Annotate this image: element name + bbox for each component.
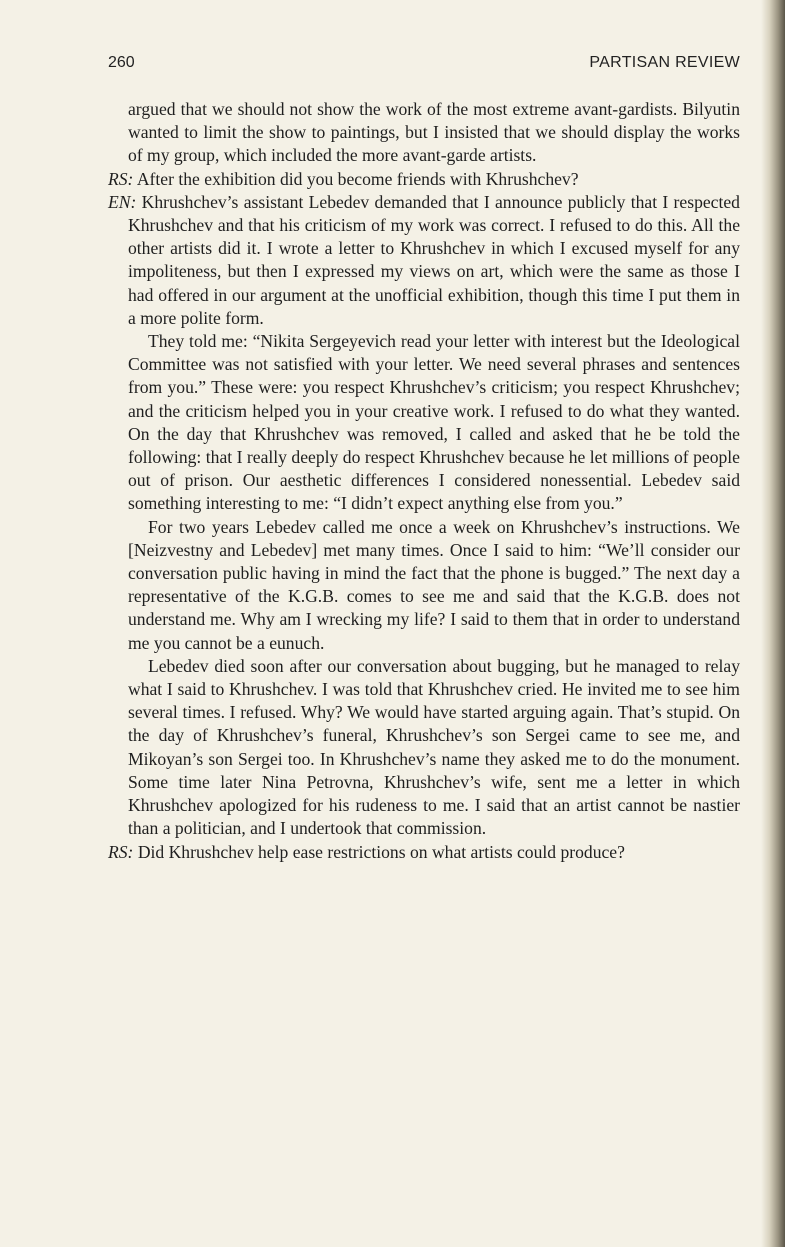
interview-text [108,98,740,864]
running-head: PARTISAN REVIEW [589,54,740,71]
page-edge-shadow [761,0,785,1247]
paragraph-text: Khrushchev’s assistant Lebedev demanded that I announce publicly that I respected Khrushchev and that his criticism of my work was correct. I refused to do this. All the other artists did it. I wrote a letter to Khrushchev in which I excused myself for any impoliteness, but then I expressed my views on art, which were the same as those I had offered in our argument at the unofficial exhibition, though this time I put them in a more polite form. [128,191,740,328]
page-header [108,54,740,78]
paragraph-text: For two years Lebedev called me once a week on Khrushchev’s instructions. We [Neizvestny and Lebedev] met many times. Once I said to him: “We’ll consider our conversation public having in mind the fact that the phone is bugged.” The next day a representative of the K.G.B. comes to see me and said that the K.G.B. does not understand me. Why am I wrecking my life? I said to them that in order to understand me you cannot be a eunuch. [128,516,740,653]
answer-paragraph-continued [108,516,740,655]
paragraph-continued [108,98,740,168]
answer-paragraph-continued [108,330,740,516]
speaker-label: RS: [108,168,134,189]
question-paragraph [108,841,740,864]
paragraph-text: Lebedev died soon after our conversation about bugging, but he managed to relay what I said to Khrushchev. I was told that Khrushchev cried. He invited me to see him several times. I refused. Why? We would have started arguing again. That’s stupid. On the day of Khrushchev’s funeral, Khrushchev’s son Sergei came to see me, and Mikoyan’s son Sergei too. In Khrushchev’s name they asked me to do the monument. Some time later Nina Petrovna, Khrushchev’s wife, sent me a letter in which Khrushchev apologized for his rudeness to me. I said that an artist cannot be nastier than a politician, and I undertook that commission. [128,655,740,839]
paragraph-text: After the exhibition did you become friends with Khrushchev? [136,168,579,189]
paragraph-text: argued that we should not show the work of the most extreme avant-gardists. Bilyutin wanted to limit the show to paintings, but I insisted that we should display the works of my group, which included the more avant-garde artists. [128,99,740,166]
page-number: 260 [108,54,135,71]
speaker-label: EN: [108,191,137,212]
paragraph-text: Did Khrushchev help ease restrictions on what artists could produce? [137,841,625,862]
answer-paragraph [108,191,740,330]
question-paragraph [108,168,740,191]
speaker-label: RS: [108,841,134,862]
answer-paragraph-continued [108,655,740,841]
paragraph-text: They told me: “Nikita Sergeyevich read your letter with interest but the Ideological Committee was not satisfied with your letter. We need several phrases and sentences from you.” These were: you respect Khrushchev’s criticism; you respect Khrushchev; and the criticism helped you in your creative work. I refused to do what they wanted. On the day that Khrushchev was removed, I called and asked that he be told the following: that I really deeply do respect Khrushchev because he let millions of people out of prison. Our aesthetic differences I considered nonessential. Lebedev said something interesting to me: “I didn’t expect anything else from you.” [128,331,740,514]
